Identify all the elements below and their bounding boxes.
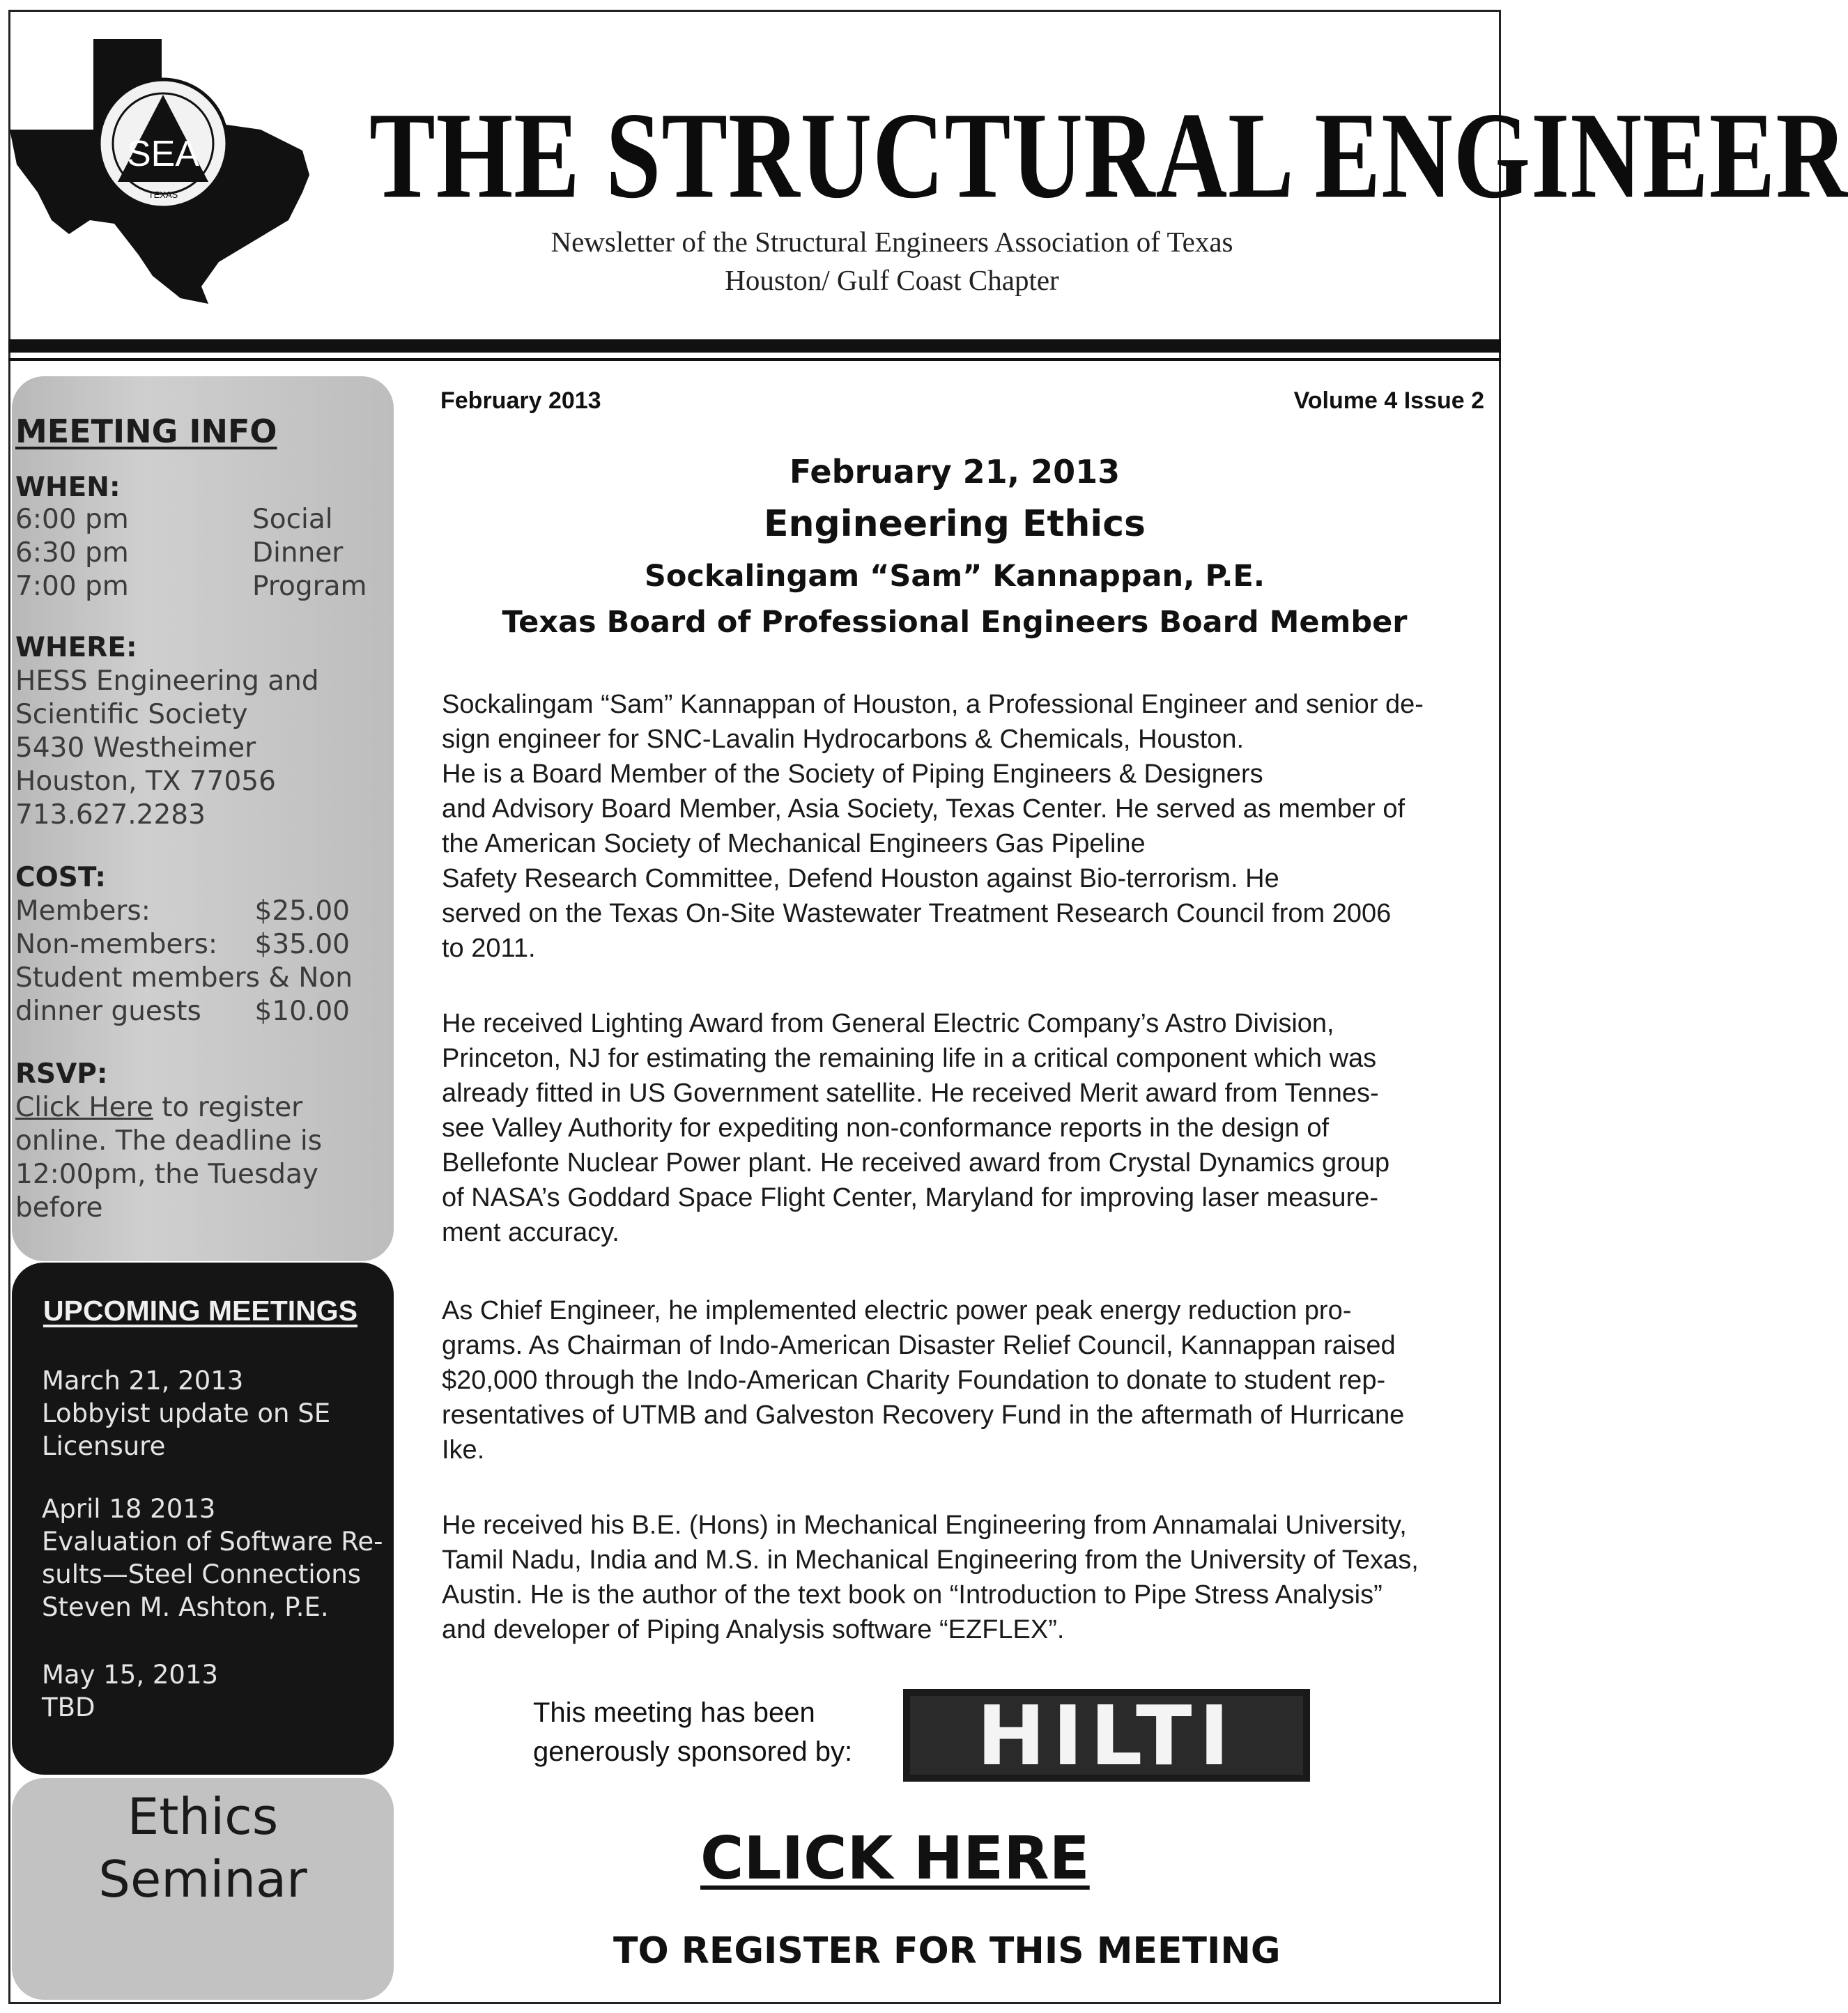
article-paragraph-4: He received his B.E. (Hons) in Mechanical Engineering from Annamalai University, Tamil Nadu, India and M.S. in Mechanical Engineering from the University of Texas, Austin. He is the author of the text book on “Introduction to Pipe Stress Analysis” and developer of Piping Analysis software “EZFLEX”.: [442, 1511, 1419, 1644]
schedule-row: 6:30 pm Dinner: [15, 537, 344, 569]
meeting-date: February 21, 2013: [789, 453, 1121, 491]
svg-text:TEXAS: TEXAS: [148, 190, 178, 200]
upcoming-meeting-line: March 21, 2013: [42, 1366, 244, 1396]
svg-text:SEA: SEA: [126, 134, 200, 174]
article-paragraph-2: He received Lighting Award from General Electric Company’s Astro Division, Princeton, NJ for estimating the remaining life in a critical component which was already fitted in US Government satellite. He received Merit award from Tennes- see Valley Authority for expediting non-conformance reports in the design of Bellefonte Nuclear Power plant. He received award from Crystal Dynamics group of NASA’s Goddard Space Flight Center, Maryland for improving laser measure- ment accuracy.: [442, 1009, 1390, 1247]
upcoming-meeting-line: April 18 2013: [42, 1494, 216, 1524]
speaker-name: Sockalingam “Sam” Kannappan, P.E.: [644, 559, 1265, 594]
article-paragraph-1: Sockalingam “Sam” Kannappan of Houston, a Professional Engineer and senior de- sign engineer for SNC-Lavalin Hydrocarbons & Chemicals, Houston. He is a Board Member of the Society of Piping Engineers & Designers and Advisory Board Member, Asia Society, Texas Center. He served as member of the American Society of Mechanical Engineers Gas Pipeline Safety Research Committee, Defend Houston against Bio-terrorism. He served on the Texas On-Site Wastewater Treatment Research Council from 2006 to 2011.: [442, 690, 1424, 963]
meeting-info-heading: MEETING INFO: [15, 412, 277, 450]
cost-label: COST:: [15, 862, 106, 893]
where-line: HESS Engineering and: [15, 665, 319, 697]
hilti-logo: [903, 1689, 1310, 1782]
upcoming-meeting-line: Steven M. Ashton, P.E.: [42, 1592, 329, 1622]
rsvp-label: RSVP:: [15, 1058, 108, 1090]
newsletter-subtitle: Newsletter of the Structural Engineers Association of Texas Houston/ Gulf Coast Chapter: [550, 226, 1233, 296]
svg-text:HILTI: HILTI: [976, 1688, 1237, 1784]
upcoming-meeting-line: Licensure: [42, 1431, 166, 1461]
schedule-row: 6:00 pm Social: [15, 504, 333, 535]
ethics-seminar-line: Seminar: [98, 1850, 307, 1908]
click-here-link[interactable]: CLICK HERE: [700, 1824, 1090, 1893]
rsvp-line: 12:00pm, the Tuesday: [15, 1159, 318, 1190]
where-label: WHERE:: [15, 632, 137, 663]
issue-volume: Volume 4 Issue 2: [1293, 387, 1484, 414]
article-paragraph-3: As Chief Engineer, he implemented electric power peak energy reduction pro- grams. As Chairman of Indo-American Disaster Relief Council, Kannappan raised $20,000 through the Indo-American Charity Foundation to donate to student rep- resentatives of UTMB and Galveston Recovery Fund in the aftermath of Hurricane Ike.: [442, 1296, 1405, 1465]
cost-row: dinner guests $10.00: [15, 996, 350, 1027]
schedule-row: 7:00 pm Program: [15, 571, 367, 602]
upcoming-meeting-line: Evaluation of Software Re-: [42, 1527, 383, 1557]
upcoming-meeting-line: TBD: [42, 1692, 95, 1722]
sea-texas-logo: [10, 11, 337, 304]
when-label: WHEN:: [15, 472, 121, 503]
ethics-seminar-line: Ethics: [127, 1787, 279, 1846]
rsvp-line: online. The deadline is: [15, 1125, 323, 1157]
meeting-title: Engineering Ethics: [764, 503, 1146, 545]
where-line: Houston, TX 77056: [15, 766, 276, 797]
rsvp-line: before: [15, 1192, 103, 1224]
header-rule-thin: [8, 358, 1501, 361]
header-rule-thick: [8, 339, 1501, 353]
cost-student-line: Student members & Non: [15, 962, 353, 994]
issue-date: February 2013: [440, 387, 601, 414]
cost-row: Members: $25.00: [15, 895, 350, 927]
register-caption: TO REGISTER FOR THIS MEETING: [613, 1930, 1281, 1972]
upcoming-meetings-heading: UPCOMING MEETINGS: [43, 1295, 358, 1327]
where-line: 5430 Westheimer: [15, 732, 256, 764]
where-line: Scientific Society: [15, 699, 248, 730]
speaker-affiliation: Texas Board of Professional Engineers Board Member: [502, 605, 1408, 640]
upcoming-meeting-line: May 15, 2013: [42, 1660, 219, 1690]
rsvp-register-link[interactable]: Click Here: [15, 1092, 153, 1123]
upcoming-meeting-line: Lobbyist update on SE: [42, 1398, 331, 1428]
sponsor-text: This meeting has been generously sponsored by:: [533, 1697, 853, 1767]
cost-row: Non-members: $35.00: [15, 929, 350, 960]
rsvp-line: Click Here to register: [15, 1092, 303, 1123]
newsletter-title: THE STRUCTURAL ENGINEER: [369, 86, 1848, 224]
upcoming-meeting-line: sults—Steel Connections: [42, 1559, 361, 1589]
where-line: 713.627.2283: [15, 799, 206, 831]
